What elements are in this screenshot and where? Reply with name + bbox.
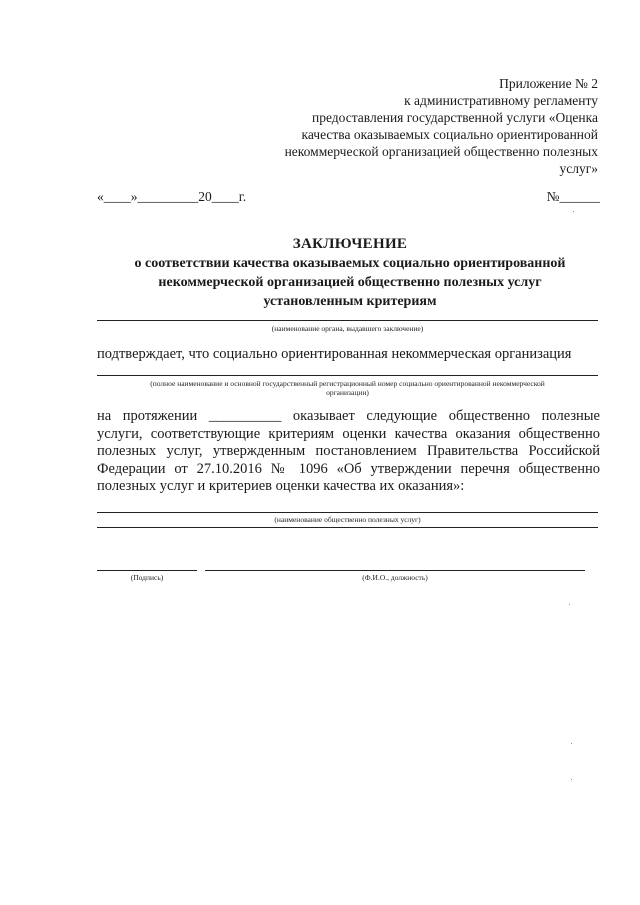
confirms-text: подтверждает, что социально ориентированная некоммерческая организация: [97, 346, 572, 362]
title-main: ЗАКЛЮЧЕНИЕ: [292, 236, 408, 252]
scan-speck: [571, 779, 572, 780]
services-paragraph: [97, 408, 600, 496]
organization-caption-line: организации): [326, 388, 369, 397]
date-number-row: [97, 189, 600, 205]
paragraph-line: полезных услуг и критериев оценки качества их оказания»:: [97, 478, 465, 494]
scan-speck: [569, 604, 570, 605]
appendix-header: [238, 75, 598, 177]
appendix-line: некоммерческой организацией общественно полезных: [284, 144, 598, 159]
fio-caption: (Ф.И.О., должность): [362, 573, 428, 582]
services-caption: (наименование общественно полезных услуг): [274, 515, 421, 524]
appendix-line: качества оказываемых социально ориентированной: [301, 127, 598, 142]
title-subtitle-line: о соответствии качества оказываемых социально ориентированной: [134, 256, 566, 271]
paragraph-line: услуги, соответствующие критериям оценки качества оказания общественно: [97, 425, 600, 442]
appendix-line: услуг»: [559, 161, 598, 176]
fio-position-line[interactable]: [205, 570, 585, 571]
appendix-line: к административному регламенту: [404, 93, 598, 108]
scan-speck: [571, 743, 572, 744]
signature-line[interactable]: [97, 570, 197, 571]
appendix-line: предоставления государственной услуги «Оценка: [312, 110, 598, 125]
signature-caption: (Подпись): [130, 573, 164, 582]
organization-name-line[interactable]: [97, 375, 598, 376]
title-subtitle-line: установленным критериям: [263, 294, 437, 309]
title-subtitle-line: некоммерческой организацией общественно полезных услуг: [158, 275, 542, 290]
issuer-name-line[interactable]: [97, 320, 598, 321]
issuer-caption: (наименование органа, выдавшего заключение): [271, 324, 424, 333]
organization-caption-line: (полное наименование и основной государственный регистрационный номер социально ориентированной некоммерческой: [150, 379, 545, 388]
scan-speck: [573, 211, 574, 212]
paragraph-line: Федерации от 27.10.2016 № 1096 «Об утверждении перечня общественно: [97, 460, 600, 477]
organization-caption: [97, 379, 598, 397]
document-title: [100, 234, 600, 311]
date-field[interactable]: «____»_________20____г.: [97, 189, 247, 204]
number-field[interactable]: №______: [546, 189, 600, 204]
paragraph-line: полезных услуг, утвержденным постановлением Правительства Российской: [97, 443, 600, 459]
services-line-2[interactable]: [97, 527, 598, 528]
services-line[interactable]: [97, 512, 598, 513]
appendix-line: Приложение № 2: [499, 76, 598, 91]
paragraph-line: на протяжении __________ оказывает следующие общественно полезные: [97, 408, 600, 424]
